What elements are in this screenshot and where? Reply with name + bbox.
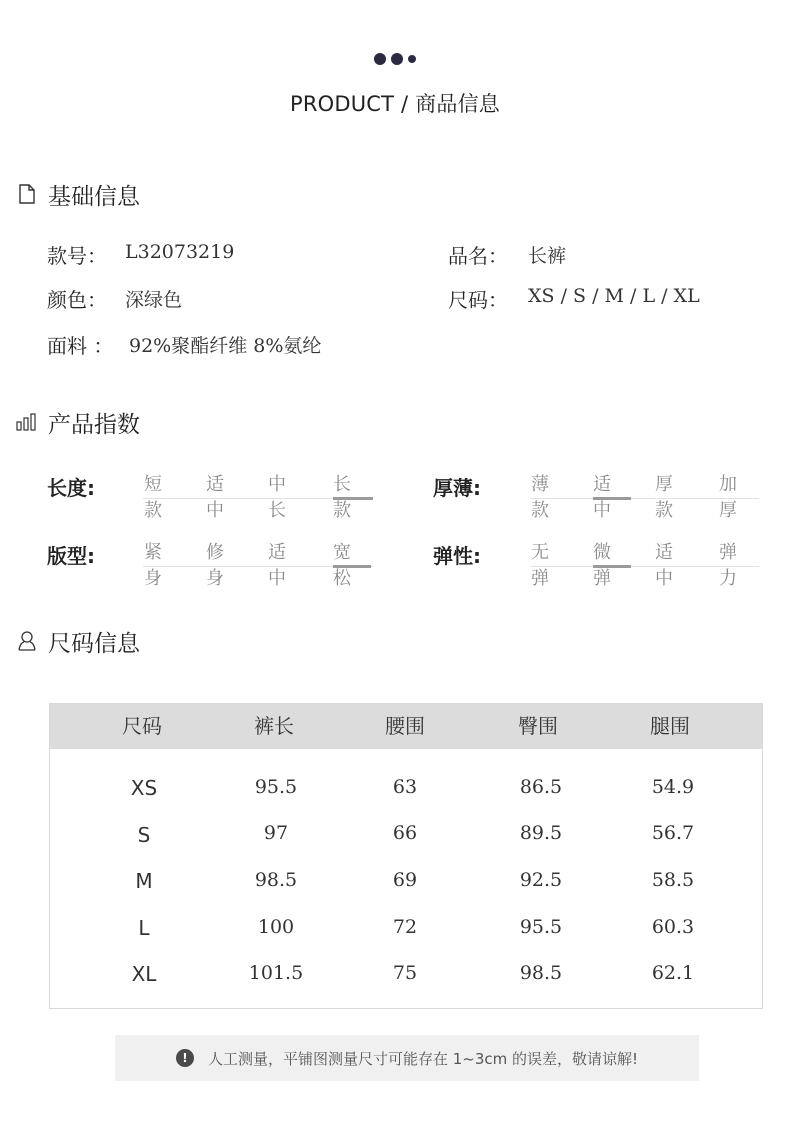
length-option-mid-long: 中长 bbox=[268, 474, 286, 521]
fit-option-slim: 修身 bbox=[206, 542, 224, 589]
size-table bbox=[49, 703, 763, 1009]
table-cell: M bbox=[135, 869, 153, 893]
length-selected-indicator bbox=[333, 497, 373, 500]
table-cell: 75 bbox=[392, 962, 418, 984]
section-title: 基础信息 bbox=[48, 183, 140, 210]
section-product-index bbox=[14, 406, 140, 438]
table-cell: 62.1 bbox=[651, 962, 695, 984]
table-cell: L bbox=[138, 916, 150, 940]
table-cell: S bbox=[137, 823, 151, 847]
table-cell: 98.5 bbox=[254, 869, 298, 891]
decorative-dots bbox=[372, 52, 420, 66]
table-cell: 60.3 bbox=[651, 916, 695, 938]
table-cell: 56.7 bbox=[651, 822, 695, 844]
length-option-short: 短款 bbox=[144, 474, 162, 521]
table-cell: 72 bbox=[392, 916, 418, 938]
table-cell: XL bbox=[131, 962, 157, 986]
table-cell: 54.9 bbox=[651, 776, 695, 798]
table-cell: 69 bbox=[392, 869, 418, 891]
elasticity-selected-indicator bbox=[593, 565, 631, 568]
table-cell: 58.5 bbox=[651, 869, 695, 891]
item-no-label: 款号： bbox=[47, 244, 107, 268]
fit-selected-indicator bbox=[333, 565, 371, 568]
color-label: 颜色： bbox=[47, 288, 107, 312]
bar-chart-icon bbox=[14, 410, 40, 434]
table-cell: 95.5 bbox=[254, 776, 298, 798]
table-header-cell: 腰围 bbox=[385, 714, 425, 738]
section-title: 尺码信息 bbox=[48, 630, 140, 657]
fabric-label: 面料 ： bbox=[47, 334, 114, 358]
elasticity-option-slight: 微弹 bbox=[593, 542, 611, 589]
table-header-cell: 臀围 bbox=[518, 714, 558, 738]
table-header-cell: 裤长 bbox=[254, 714, 294, 738]
fit-option-tight: 紧身 bbox=[144, 542, 162, 589]
length-option-long: 长款 bbox=[333, 474, 351, 521]
table-header bbox=[50, 704, 762, 749]
table-cell: 92.5 bbox=[519, 869, 563, 891]
length-option-medium: 适中 bbox=[206, 474, 224, 521]
document-icon bbox=[14, 182, 40, 206]
measurement-note bbox=[115, 1035, 699, 1081]
table-header-cell: 腿围 bbox=[650, 714, 690, 738]
table-cell: 66 bbox=[392, 822, 418, 844]
table-cell: 97 bbox=[263, 822, 289, 844]
table-cell: 89.5 bbox=[519, 822, 563, 844]
elasticity-option-none: 无弹 bbox=[531, 542, 549, 589]
elasticity-label: 弹性: bbox=[433, 544, 481, 568]
thickness-option-thin: 薄款 bbox=[531, 474, 549, 521]
page-title: PRODUCT / 商品信息 bbox=[289, 92, 501, 116]
section-basic-info bbox=[14, 178, 140, 210]
size-list-value: XS / S / M / L / XL bbox=[528, 285, 700, 307]
fit-option-regular: 适中 bbox=[268, 542, 286, 589]
exclamation-icon: ! bbox=[176, 1049, 194, 1067]
elasticity-option-medium: 适中 bbox=[655, 542, 673, 589]
thickness-selected-indicator bbox=[593, 497, 631, 500]
fit-option-loose: 宽松 bbox=[333, 542, 351, 589]
note-text: 人工测量，平铺图测量尺寸可能存在 1~3cm 的误差，敬请谅解! bbox=[207, 1049, 639, 1068]
size-label: 尺码： bbox=[448, 288, 508, 312]
table-header-cell: 尺码 bbox=[122, 714, 162, 738]
table-cell: 95.5 bbox=[519, 916, 563, 938]
table-cell: XS bbox=[130, 776, 158, 800]
thickness-option-extra-thick: 加厚 bbox=[719, 474, 737, 521]
person-icon bbox=[14, 629, 40, 653]
section-title: 产品指数 bbox=[48, 411, 140, 438]
thickness-label: 厚薄: bbox=[433, 476, 481, 500]
fabric-value: 92%聚酯纤维 8%氨纶 bbox=[129, 335, 322, 357]
item-no-value: L32073219 bbox=[125, 241, 235, 263]
table-cell: 86.5 bbox=[519, 776, 563, 798]
table-cell: 98.5 bbox=[519, 962, 563, 984]
product-name-label: 品名： bbox=[448, 244, 508, 268]
elasticity-option-stretch: 弹力 bbox=[719, 542, 737, 589]
table-cell: 100 bbox=[257, 916, 295, 938]
table-cell: 101.5 bbox=[248, 962, 304, 984]
section-size-info bbox=[14, 625, 140, 657]
table-cell: 63 bbox=[392, 776, 418, 798]
fit-label: 版型: bbox=[47, 544, 95, 568]
thickness-option-medium: 适中 bbox=[593, 474, 611, 521]
product-name-value: 长裤 bbox=[528, 245, 567, 267]
thickness-option-thick: 厚款 bbox=[655, 474, 673, 521]
length-label: 长度: bbox=[47, 476, 95, 500]
color-value: 深绿色 bbox=[125, 289, 183, 311]
